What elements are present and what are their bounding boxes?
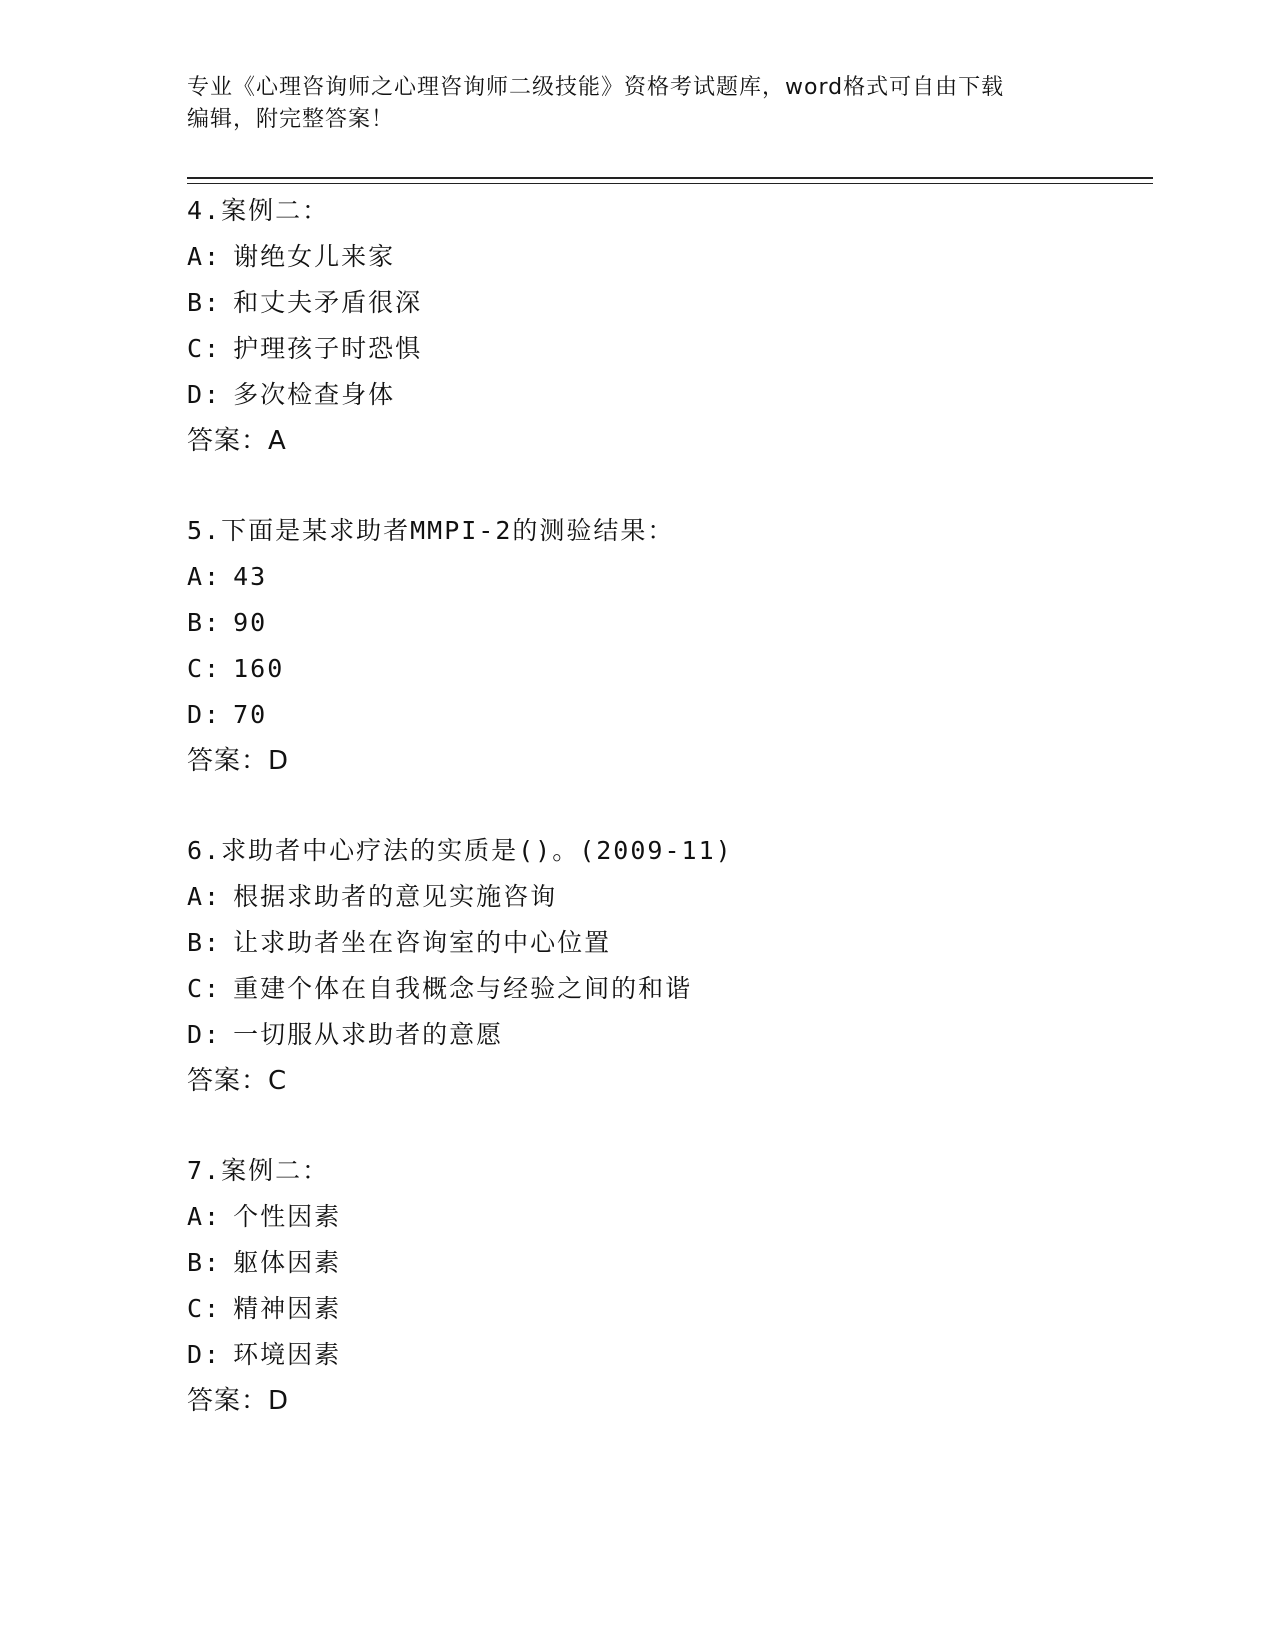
- document-header: [187, 72, 1067, 136]
- answer-line: 答案：D: [187, 1386, 290, 1416]
- header-line-2: 编辑，附完整答案！: [187, 107, 395, 132]
- option-c: [187, 646, 1147, 692]
- option-label: A:: [187, 242, 222, 271]
- option-text: 根据求助者的意见实施咨询: [233, 882, 558, 911]
- option-text: 和丈夫矛盾很深: [233, 288, 423, 317]
- question-title: 4.案例二：: [187, 196, 330, 225]
- option-a: [187, 1194, 1147, 1240]
- option-text: 70: [233, 700, 268, 729]
- option-label: A:: [187, 562, 222, 591]
- option-text: 让求助者坐在咨询室的中心位置: [233, 928, 612, 957]
- question-title: 7.案例二：: [187, 1156, 330, 1185]
- option-label: D:: [187, 380, 222, 409]
- question-6: [187, 828, 1147, 1104]
- option-d: [187, 1332, 1147, 1378]
- option-label: A:: [187, 1202, 222, 1231]
- question-title: 5.下面是某求助者MMPI-2的测验结果：: [187, 516, 675, 545]
- option-text: 躯体因素: [233, 1248, 342, 1277]
- option-c: [187, 966, 1147, 1012]
- header-line-1: 专业《心理咨询师之心理咨询师二级技能》资格考试题库，word格式可自由下载: [187, 75, 1005, 100]
- option-d: [187, 692, 1147, 738]
- option-text: 一切服从求助者的意愿: [233, 1020, 504, 1049]
- option-a: [187, 554, 1147, 600]
- option-text: 个性因素: [233, 1202, 342, 1231]
- answer-line: 答案：D: [187, 746, 290, 776]
- option-text: 多次检查身体: [233, 380, 396, 409]
- option-text: 护理孩子时恐惧: [233, 334, 423, 363]
- option-label: D:: [187, 1020, 222, 1049]
- option-label: B:: [187, 928, 222, 957]
- option-label: B:: [187, 608, 222, 637]
- option-label: D:: [187, 700, 222, 729]
- option-label: C:: [187, 334, 222, 363]
- header-divider-thin: [187, 183, 1153, 184]
- answer-line: 答案：C: [187, 1066, 288, 1096]
- option-text: 90: [233, 608, 268, 637]
- option-label: C:: [187, 654, 222, 683]
- question-7: [187, 1148, 1147, 1424]
- answer-line: 答案：A: [187, 426, 287, 456]
- option-label: C:: [187, 1294, 222, 1323]
- option-a: [187, 874, 1147, 920]
- question-4: [187, 188, 1147, 464]
- option-text: 谢绝女儿来家: [233, 242, 396, 271]
- option-text: 160: [233, 654, 285, 683]
- option-label: B:: [187, 1248, 222, 1277]
- header-divider-thick: [187, 177, 1153, 179]
- option-d: [187, 1012, 1147, 1058]
- option-d: [187, 372, 1147, 418]
- option-text: 精神因素: [233, 1294, 342, 1323]
- option-c: [187, 1286, 1147, 1332]
- option-label: A:: [187, 882, 222, 911]
- question-list: [187, 188, 1147, 1468]
- option-b: [187, 600, 1147, 646]
- option-text: 环境因素: [233, 1340, 342, 1369]
- option-text: 43: [233, 562, 268, 591]
- option-a: [187, 234, 1147, 280]
- option-b: [187, 280, 1147, 326]
- option-b: [187, 920, 1147, 966]
- question-title: 6.求助者中心疗法的实质是()。(2009-11): [187, 836, 733, 865]
- option-text: 重建个体在自我概念与经验之间的和谐: [233, 974, 693, 1003]
- option-label: C:: [187, 974, 222, 1003]
- question-5: [187, 508, 1147, 784]
- option-b: [187, 1240, 1147, 1286]
- option-c: [187, 326, 1147, 372]
- option-label: D:: [187, 1340, 222, 1369]
- option-label: B:: [187, 288, 222, 317]
